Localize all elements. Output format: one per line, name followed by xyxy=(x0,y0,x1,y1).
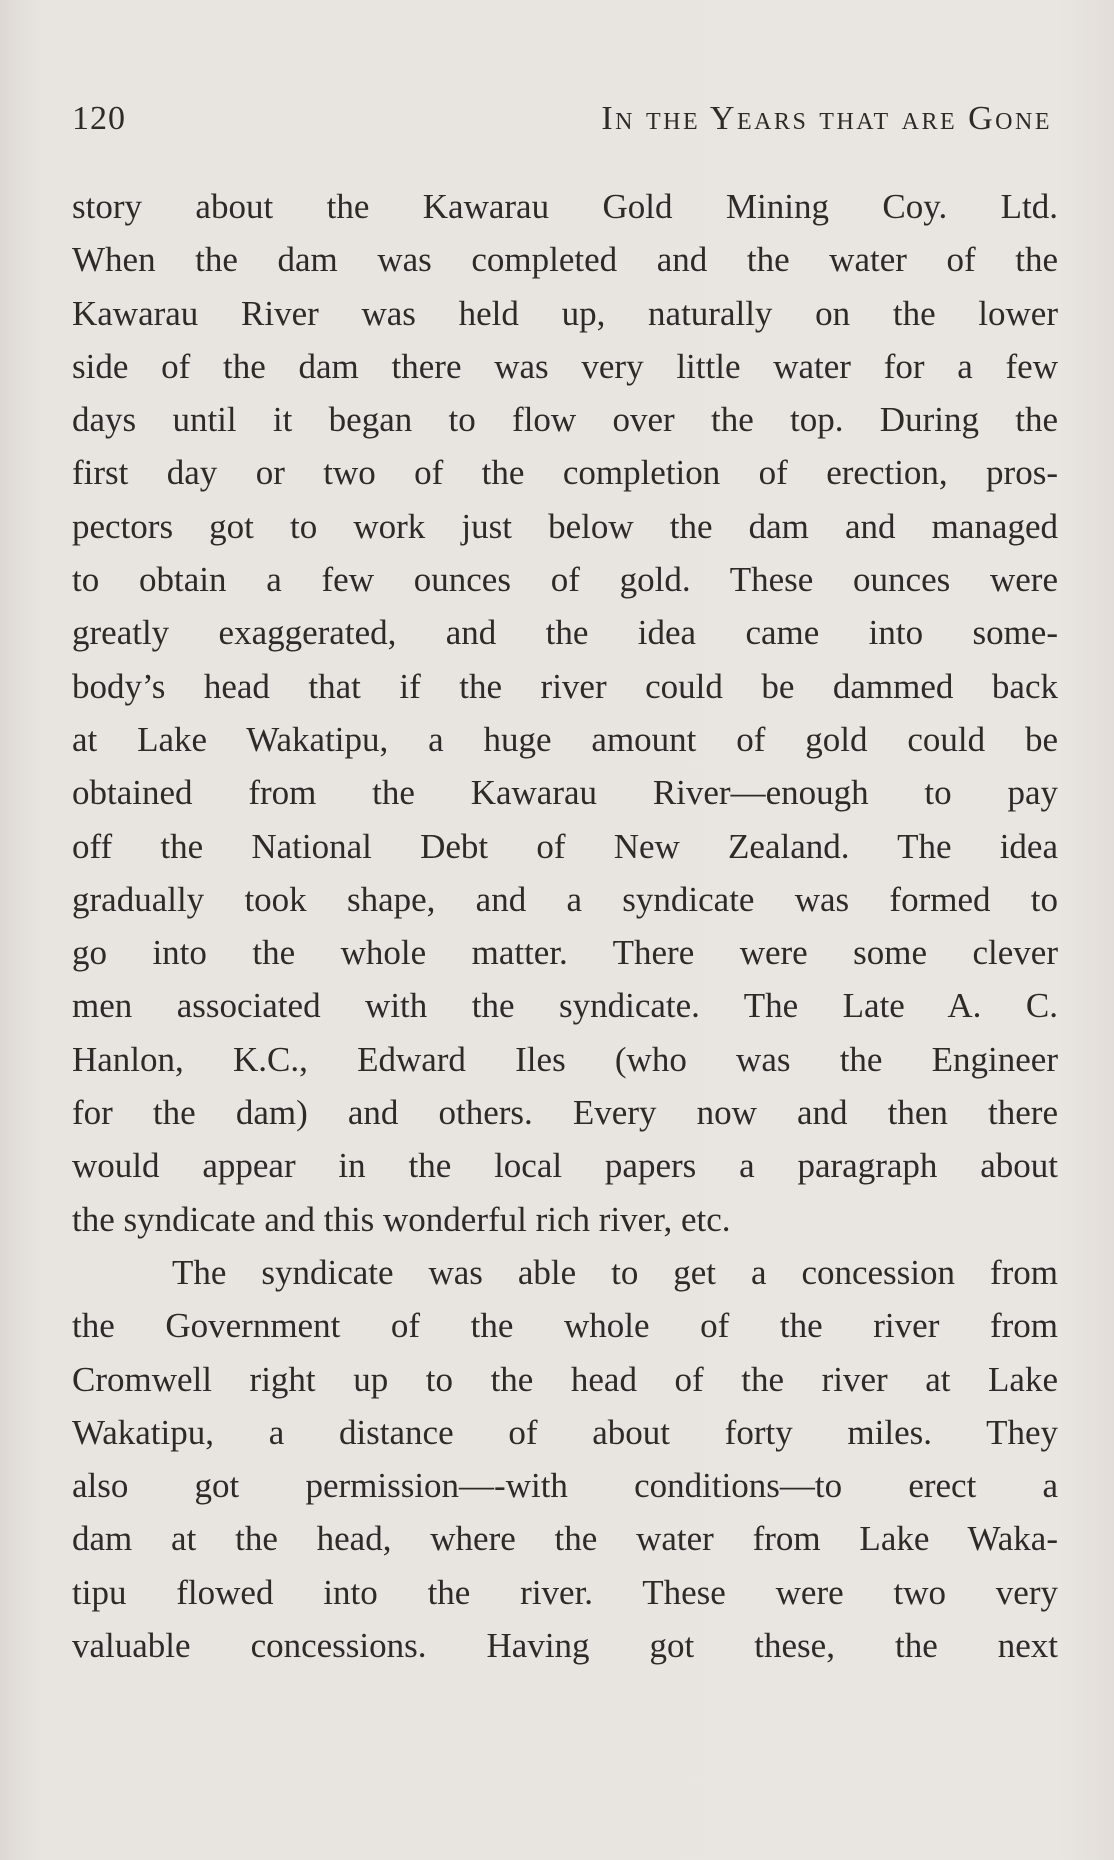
text-line: off the National Debt of New Zealand. The idea xyxy=(72,826,1058,866)
text-line: side of the dam there was very little water for a few xyxy=(72,346,1058,386)
running-head xyxy=(72,100,1052,150)
text-line: would appear in the local papers a paragraph about xyxy=(72,1146,1058,1186)
text-line: valuable concessions. Having got these, the next xyxy=(72,1626,1058,1666)
text-line: for the dam) and others. Every now and then there xyxy=(72,1093,1058,1133)
text-line: Kawarau River was held up, naturally on the lower xyxy=(72,293,1058,333)
text-line: story about the Kawarau Gold Mining Coy. Ltd. xyxy=(72,187,1058,226)
page-number: 120 xyxy=(72,100,126,137)
text-line: pectors got to work just below the dam and managed xyxy=(72,506,1058,546)
text-line: tipu flowed into the river. These were two very xyxy=(72,1572,1058,1612)
text-line: Hanlon, K.C., Edward Iles (who was the Engineer xyxy=(72,1039,1058,1079)
text-line: go into the whole matter. There were some clever xyxy=(72,933,1058,973)
text-line: days until it began to flow over the top. During the xyxy=(72,400,1058,440)
text-line: men associated with the syndicate. The Late A. C. xyxy=(72,986,1058,1026)
text-line: When the dam was completed and the water of the xyxy=(72,240,1058,280)
text-line: the Government of the whole of the river from xyxy=(72,1306,1058,1346)
text-line: Cromwell right up to the head of the river at Lake xyxy=(72,1359,1058,1399)
text-line: The syndicate was able to get a concession from xyxy=(172,1252,1058,1292)
text-line: the syndicate and this wonderful rich river, etc. xyxy=(72,1199,731,1239)
text-line: dam at the head, where the water from Lake Waka- xyxy=(72,1519,1058,1559)
text-line: first day or two of the completion of erection, pros- xyxy=(72,453,1058,493)
text-line: obtained from the Kawarau River—enough to pay xyxy=(72,773,1058,813)
text-line: at Lake Wakatipu, a huge amount of gold could be xyxy=(72,719,1058,759)
text-line: to obtain a few ounces of gold. These ounces were xyxy=(72,560,1058,600)
text-line: body’s head that if the river could be dammed back xyxy=(72,666,1058,706)
text-line: gradually took shape, and a syndicate was formed to xyxy=(72,879,1058,919)
text-line: greatly exaggerated, and the idea came into some- xyxy=(72,613,1058,653)
text-line: also got permission—-with conditions—to erect a xyxy=(72,1466,1058,1506)
text-line: Wakatipu, a distance of about forty miles. They xyxy=(72,1412,1058,1452)
body-text xyxy=(72,180,1058,1672)
running-title: In the Years that are Gone xyxy=(601,100,1052,137)
